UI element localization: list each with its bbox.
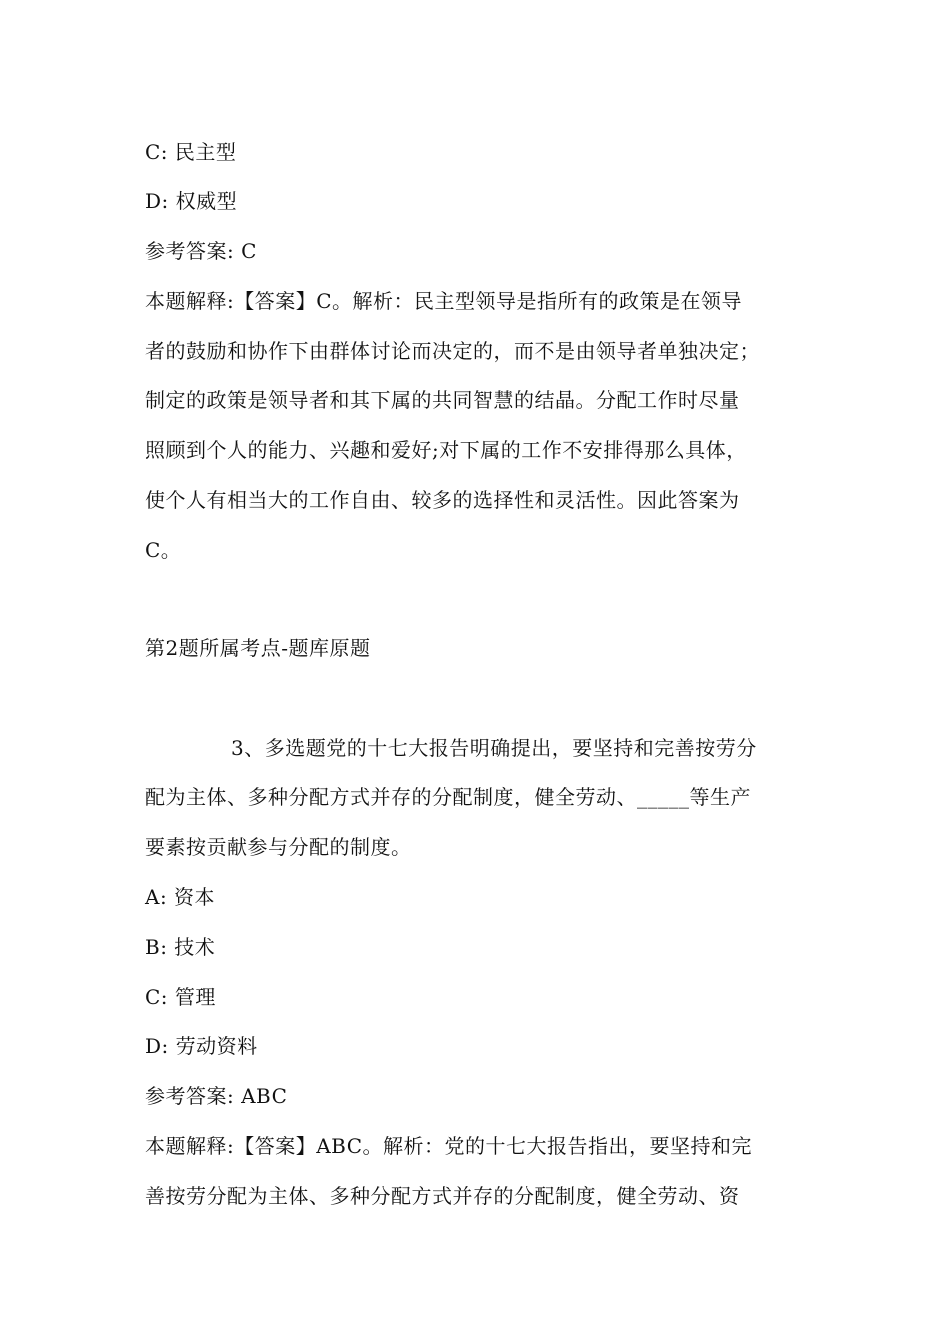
reference-answer: 参考答案: C <box>145 239 257 263</box>
explanation-line: 者的鼓励和协作下由群体讨论而决定的，而不是由领导者单独决定； <box>145 339 760 363</box>
question-stem-line: 配为主体、多种分配方式并存的分配制度，健全劳动、_____等生产 <box>145 785 751 809</box>
option-c: C: 民主型 <box>145 140 237 164</box>
explanation-line: 制定的政策是领导者和其下属的共同智慧的结晶。分配工作时尽量 <box>145 388 740 412</box>
explanation-line: 本题解释:【答案】ABC。解析：党的十七大报告指出，要坚持和完 <box>145 1134 753 1158</box>
explanation-line: 使个人有相当大的工作自由、较多的选择性和灵活性。因此答案为 <box>145 488 740 512</box>
option-a: A: 资本 <box>145 885 216 909</box>
question-stem-line: 3、多选题党的十七大报告明确提出，要坚持和完善按劳分 <box>231 736 757 760</box>
explanation-line: 善按劳分配为主体、多种分配方式并存的分配制度，健全劳动、资 <box>145 1184 740 1208</box>
option-b: B: 技术 <box>145 935 216 959</box>
explanation-line: 照顾到个人的能力、兴趣和爱好;对下属的工作不安排得那么具体， <box>145 438 747 462</box>
option-c: C: 管理 <box>145 985 216 1009</box>
explanation-line: C。 <box>145 538 182 562</box>
explanation-line: 本题解释:【答案】C。解析：民主型领导是指所有的政策是在领导 <box>145 289 743 313</box>
option-d: D: 权威型 <box>145 189 238 213</box>
question-stem-line: 要素按贡献参与分配的制度。 <box>145 835 412 859</box>
option-d: D: 劳动资料 <box>145 1034 258 1058</box>
reference-answer: 参考答案: ABC <box>145 1084 288 1108</box>
knowledge-point: 第2题所属考点-题库原题 <box>145 636 371 660</box>
